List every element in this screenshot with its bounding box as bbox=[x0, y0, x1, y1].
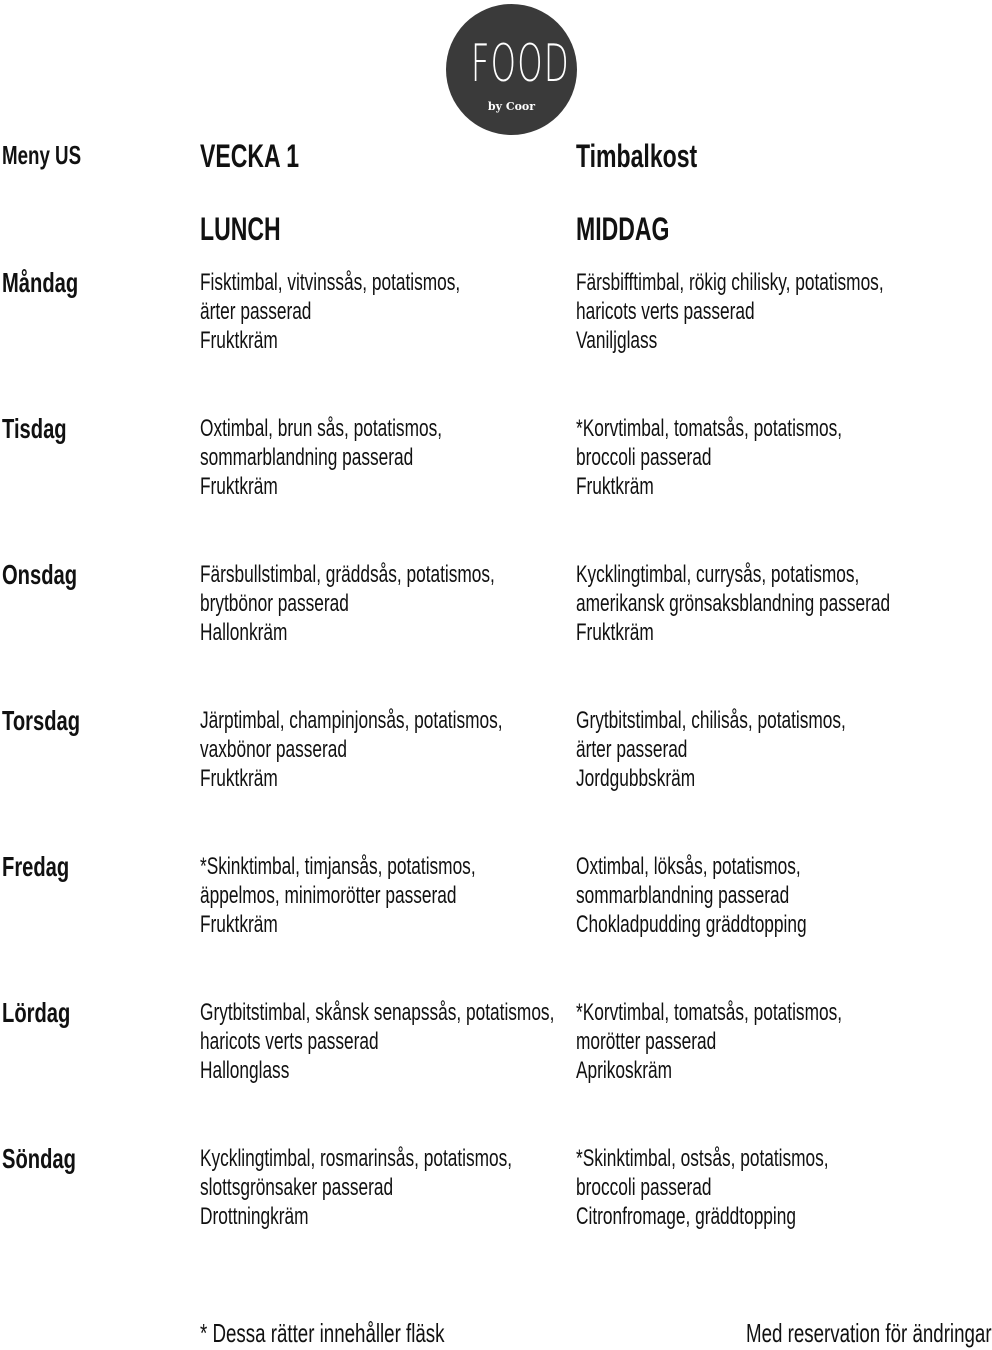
lunch-line: Grytbitstimbal, skånsk senapssås, potatismos, bbox=[200, 999, 555, 1026]
lunch-line: slottsgrönsaker passerad bbox=[200, 1174, 394, 1201]
dinner-line: Fruktkräm bbox=[576, 619, 654, 646]
lunch-cell bbox=[200, 706, 503, 793]
day-name: Onsdag bbox=[2, 559, 78, 590]
lunch-line: Drottningkräm bbox=[200, 1203, 309, 1230]
logo-subtitle: by Coor bbox=[487, 100, 536, 113]
lunch-line: Hallonglass bbox=[200, 1057, 290, 1084]
dinner-line: Fruktkräm bbox=[576, 473, 654, 500]
lunch-line: brytbönor passerad bbox=[200, 590, 349, 617]
logo-wordmark: FOOD bbox=[470, 34, 570, 94]
dinner-column-heading: MIDDAG bbox=[576, 211, 670, 247]
day-name: Lördag bbox=[2, 997, 71, 1028]
lunch-line: Fruktkräm bbox=[200, 911, 278, 938]
lunch-line: ärter passerad bbox=[200, 298, 312, 325]
dinner-line: amerikansk grönsaksblandning passerad bbox=[576, 590, 891, 617]
dinner-line: Chokladpudding gräddtopping bbox=[576, 911, 807, 938]
dinner-line: Citronfromage, gräddtopping bbox=[576, 1203, 796, 1230]
lunch-line: Järptimbal, champinjonsås, potatismos, bbox=[200, 707, 503, 734]
dinner-line: Vaniljglass bbox=[576, 327, 658, 354]
week-label: VECKA 1 bbox=[200, 138, 300, 174]
lunch-line: Fisktimbal, vitvinssås, potatismos, bbox=[200, 269, 461, 296]
dinner-line: haricots verts passerad bbox=[576, 298, 755, 325]
dinner-line: Jordgubbskräm bbox=[576, 765, 696, 792]
dinner-line: Kycklingtimbal, currysås, potatismos, bbox=[576, 561, 860, 588]
day-name: Måndag bbox=[2, 267, 79, 298]
lunch-line: Kycklingtimbal, rosmarinsås, potatismos, bbox=[200, 1145, 513, 1172]
pork-footnote: * Dessa rätter innehåller fläsk bbox=[200, 1318, 445, 1348]
lunch-cell bbox=[200, 268, 460, 355]
lunch-line: Hallonkräm bbox=[200, 619, 288, 646]
dinner-line: *Korvtimbal, tomatsås, potatismos, bbox=[576, 415, 843, 442]
day-name: Torsdag bbox=[2, 705, 81, 736]
dinner-line: Oxtimbal, löksås, potatismos, bbox=[576, 853, 801, 880]
lunch-line: Fruktkräm bbox=[200, 765, 278, 792]
lunch-cell bbox=[200, 560, 495, 647]
dinner-line: sommarblandning passerad bbox=[576, 882, 790, 909]
food-by-coor-logo bbox=[446, 4, 577, 135]
dinner-cell bbox=[576, 1144, 829, 1231]
lunch-column-heading: LUNCH bbox=[200, 211, 281, 247]
lunch-line: Färsbullstimbal, gräddsås, potatismos, bbox=[200, 561, 495, 588]
dinner-cell bbox=[576, 852, 807, 939]
dinner-cell bbox=[576, 560, 890, 647]
lunch-line: äppelmos, minimorötter passerad bbox=[200, 882, 457, 909]
dinner-line: Färsbifftimbal, rökig chilisky, potatismos, bbox=[576, 269, 884, 296]
lunch-line: vaxbönor passerad bbox=[200, 736, 347, 763]
dinner-line: morötter passerad bbox=[576, 1028, 717, 1055]
lunch-cell bbox=[200, 1144, 512, 1231]
lunch-line: Fruktkräm bbox=[200, 473, 278, 500]
dinner-cell bbox=[576, 268, 884, 355]
dinner-cell bbox=[576, 998, 842, 1085]
dinner-line: broccoli passerad bbox=[576, 444, 712, 471]
day-name: Fredag bbox=[2, 851, 70, 882]
lunch-line: Fruktkräm bbox=[200, 327, 278, 354]
dinner-line: Grytbitstimbal, chilisås, potatismos, bbox=[576, 707, 846, 734]
lunch-line: *Skinktimbal, timjansås, potatismos, bbox=[200, 853, 476, 880]
lunch-line: sommarblandning passerad bbox=[200, 444, 414, 471]
lunch-cell bbox=[200, 414, 442, 501]
dinner-line: broccoli passerad bbox=[576, 1174, 712, 1201]
day-name: Tisdag bbox=[2, 413, 67, 444]
dinner-line: *Korvtimbal, tomatsås, potatismos, bbox=[576, 999, 843, 1026]
dinner-line: ärter passerad bbox=[576, 736, 688, 763]
dinner-cell bbox=[576, 706, 846, 793]
dinner-line: Aprikoskräm bbox=[576, 1057, 673, 1084]
reservation-note: Med reservation för ändringar bbox=[746, 1318, 992, 1348]
menu-title: Meny US bbox=[2, 140, 82, 170]
lunch-cell bbox=[200, 852, 476, 939]
dinner-line: *Skinktimbal, ostsås, potatismos, bbox=[576, 1145, 829, 1172]
lunch-line: Oxtimbal, brun sås, potatismos, bbox=[200, 415, 443, 442]
diet-label: Timbalkost bbox=[576, 138, 698, 174]
dinner-cell bbox=[576, 414, 842, 501]
lunch-line: haricots verts passerad bbox=[200, 1028, 379, 1055]
lunch-cell bbox=[200, 998, 554, 1085]
day-name: Söndag bbox=[2, 1143, 76, 1174]
